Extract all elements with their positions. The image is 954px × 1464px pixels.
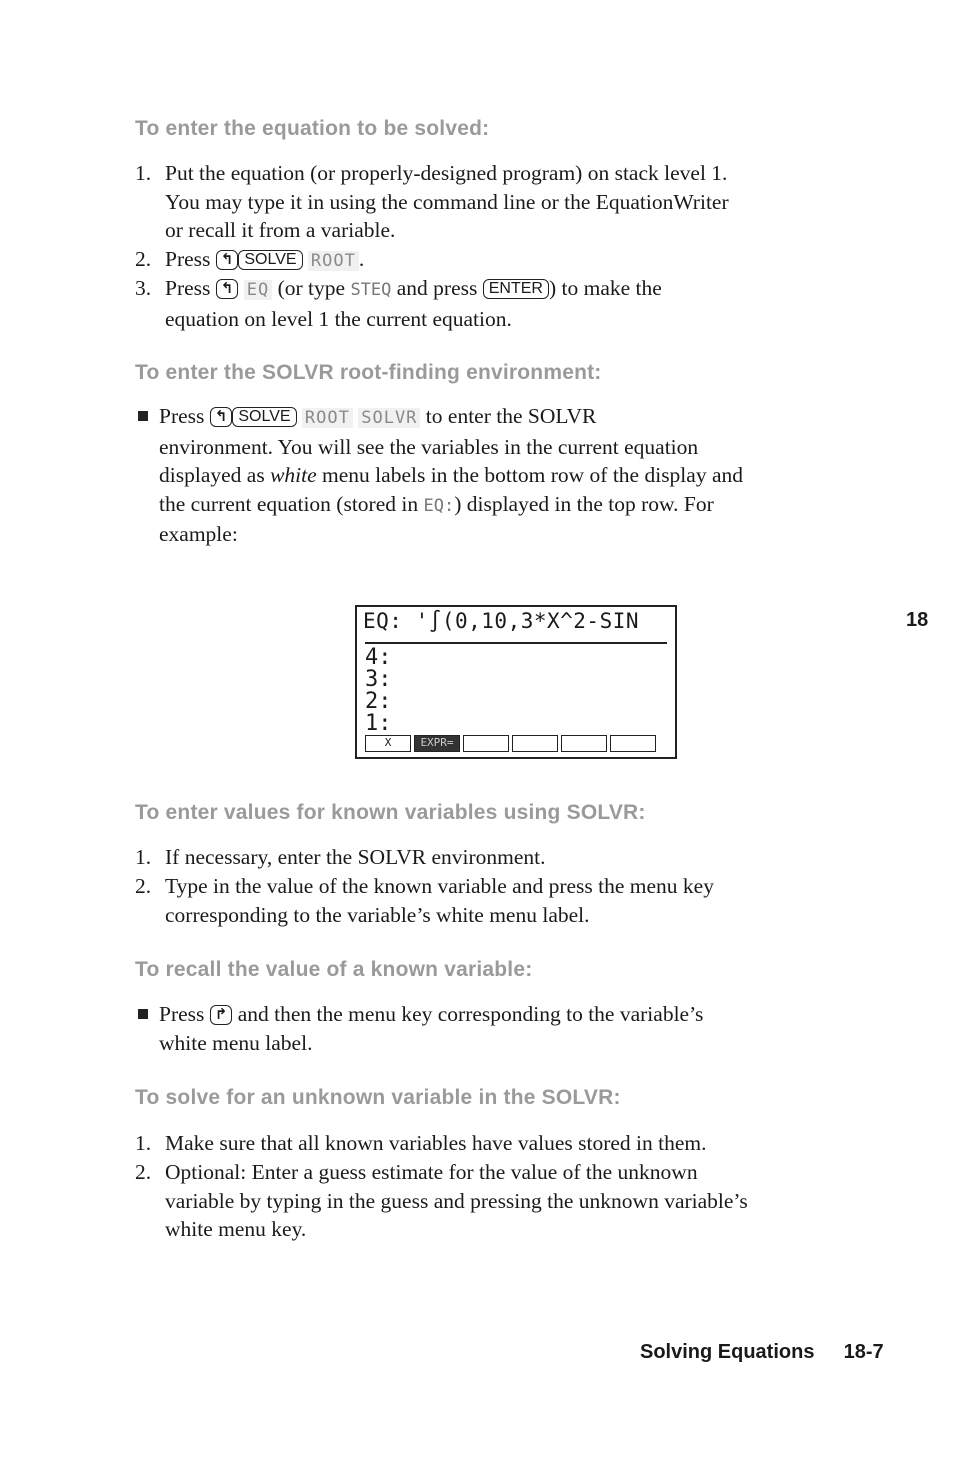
solve-key: SOLVE [232,407,296,427]
press-word: Press [165,247,211,271]
text-or-type: (or type [277,276,346,300]
right-shift-key-icon: ↱ [210,1005,233,1025]
step-number: 2. [135,874,152,898]
left-shift-key-icon: ↰ [216,250,239,270]
stack-level: 3: [365,667,392,692]
calculator-display [355,605,677,759]
text: displayed as [159,463,265,487]
page-footer [640,1341,884,1364]
step-text [165,843,546,872]
line: corresponding to the variable’s white menu label. [165,902,590,927]
step-text [165,245,364,276]
softkey-empty[interactable] [561,735,607,752]
bullet [138,411,148,421]
chapter-title: Solving Equations [640,1341,815,1363]
heading-enter-values: To enter values for known variables using SOLVR: [135,801,646,824]
eq-variable: EQ: [423,495,455,516]
root-menu-label: ROOT [308,251,359,271]
emphasis-white: white [270,463,317,487]
press-word: Press [159,1002,205,1026]
press-word: Press [159,404,205,428]
text-tail: ) to make the [548,276,662,300]
bullet [138,1009,148,1019]
page-number: 18-7 [843,1341,884,1363]
step-text [165,274,662,333]
line: equation on level 1 the current equation. [165,306,512,331]
line: variable by typing in the guess and pressing the unknown variable’s [165,1188,748,1213]
softkey-empty[interactable] [512,735,558,752]
line: white menu label. [159,1030,313,1055]
line: Type in the value of the known variable and press the menu key [165,874,714,898]
softkey-empty[interactable] [610,735,656,752]
line: or recall it from a variable. [165,218,396,242]
root-menu-label: ROOT [302,408,353,428]
bullet-text [159,1000,703,1057]
line: If necessary, enter the SOLVR environment. [165,845,546,869]
heading-solve-unknown: To solve for an unknown variable in the SOLVR: [135,1086,621,1109]
heading-enter-equation: To enter the equation to be solved: [135,117,490,140]
eq-menu-label: EQ [244,280,272,300]
bullet-text [159,402,743,549]
stack-level: 2: [365,689,392,714]
step-text [165,1158,748,1244]
line: Put the equation (or properly-designed program) on stack level 1. [165,161,728,185]
text: to enter the SOLVR [425,404,597,428]
step-text [165,1129,707,1158]
softkey-expr[interactable]: EXPR= [414,735,460,752]
text-and-press: and press [396,276,478,300]
chapter-tab: 18 [906,609,929,631]
left-shift-key-icon: ↰ [210,407,233,427]
step-number: 2. [135,1160,152,1184]
softkey-x[interactable]: X [365,735,411,752]
softkey-row [365,735,656,752]
heading-solvr-environment: To enter the SOLVR root-finding environment: [135,361,602,384]
text: menu labels in the bottom row of the display and [322,463,743,487]
line: white menu key. [165,1217,307,1241]
step-number: 1. [135,845,152,869]
step-number: 3. [135,276,152,300]
heading-recall-value: To recall the value of a known variable: [135,958,533,981]
step-number: 1. [135,161,152,185]
press-word: Press [165,276,211,300]
stack-level: 1: [365,711,392,736]
step-number: 2. [135,247,152,271]
solvr-menu-label: SOLVR [358,408,420,428]
line: Make sure that all known variables have values stored in them. [165,1131,707,1155]
line: You may type it in using the command line or the EquationWriter [165,189,729,214]
text: the current equation (stored in [159,491,419,516]
step-text [165,159,729,245]
step-text [165,872,714,929]
solve-key: SOLVE [238,250,302,270]
softkey-empty[interactable] [463,735,509,752]
text: and then the menu key corresponding to the variable’s [237,1002,704,1026]
line: example: [159,522,238,546]
display-divider [365,642,667,644]
equation-line: EQ: '∫(0,10,3*X^2-SIN [363,609,640,633]
period: . [358,247,365,271]
left-shift-key-icon: ↰ [216,279,239,299]
step-number: 1. [135,1131,152,1155]
text: ) displayed in the top row. For [454,491,714,516]
line: Optional: Enter a guess estimate for the value of the unknown [165,1160,698,1184]
stack-level: 4: [365,645,392,670]
steq-command: STEQ [350,280,392,300]
enter-key: ENTER [483,279,549,299]
line: environment. You will see the variables in the current equation [159,434,699,459]
